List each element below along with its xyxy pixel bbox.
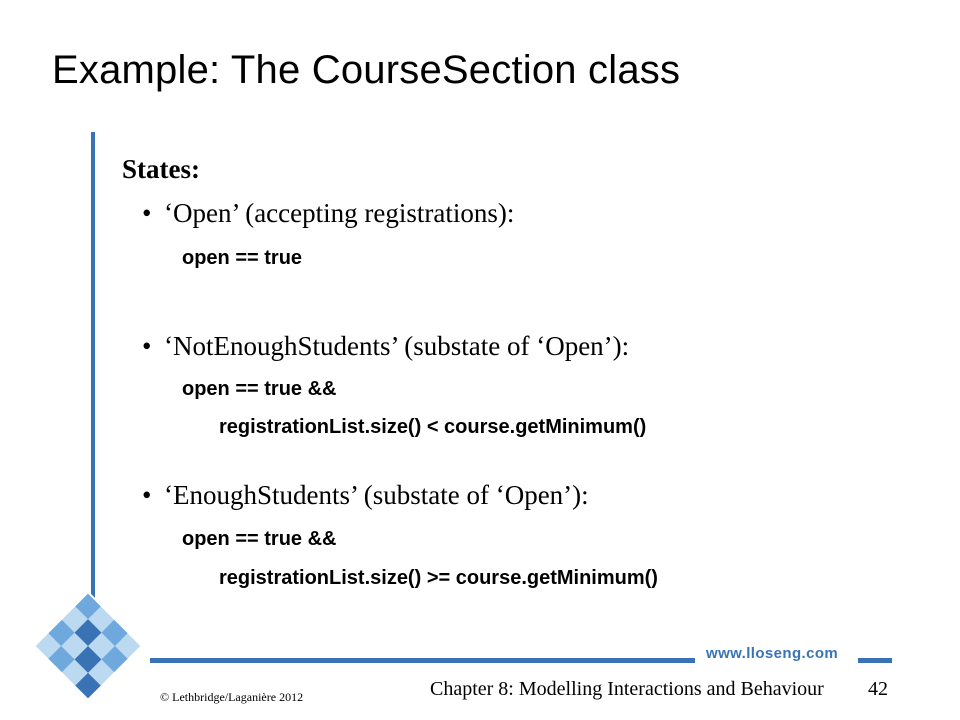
page-number: 42 <box>868 678 888 700</box>
bullet-text: ‘NotEnoughStudents’ (substate of ‘Open’): <box>164 331 630 361</box>
lloseng-diamond-logo-icon <box>28 586 148 706</box>
bullet-dot-icon: • <box>142 480 152 510</box>
bullet-dot-icon: • <box>142 198 152 228</box>
footer-chapter: Chapter 8: Modelling Interactions and Behaviour <box>430 678 824 700</box>
code-line: open == true <box>182 247 303 269</box>
bullet-open <box>142 198 514 229</box>
footer-rule-left <box>150 658 695 663</box>
bullet-enough-students <box>142 480 589 511</box>
slide-title: Example: The CourseSection class <box>52 48 681 92</box>
footer-copyright: © Lethbridge/Laganière 2012 <box>160 690 304 704</box>
code-line: registrationList.size() >= course.getMinimum() <box>219 567 658 589</box>
code-line: registrationList.size() < course.getMinimum() <box>219 416 647 438</box>
footer-url: www.lloseng.com <box>706 645 839 662</box>
code-line: open == true && <box>182 378 337 400</box>
bullet-not-enough-students <box>142 331 629 362</box>
bullet-dot-icon: • <box>142 331 152 361</box>
states-heading: States: <box>122 154 200 184</box>
code-line: open == true && <box>182 528 337 550</box>
bullet-text: ‘EnoughStudents’ (substate of ‘Open’): <box>164 480 589 510</box>
bullet-text: ‘Open’ (accepting registrations): <box>164 198 515 228</box>
footer-rule-right <box>858 658 892 663</box>
